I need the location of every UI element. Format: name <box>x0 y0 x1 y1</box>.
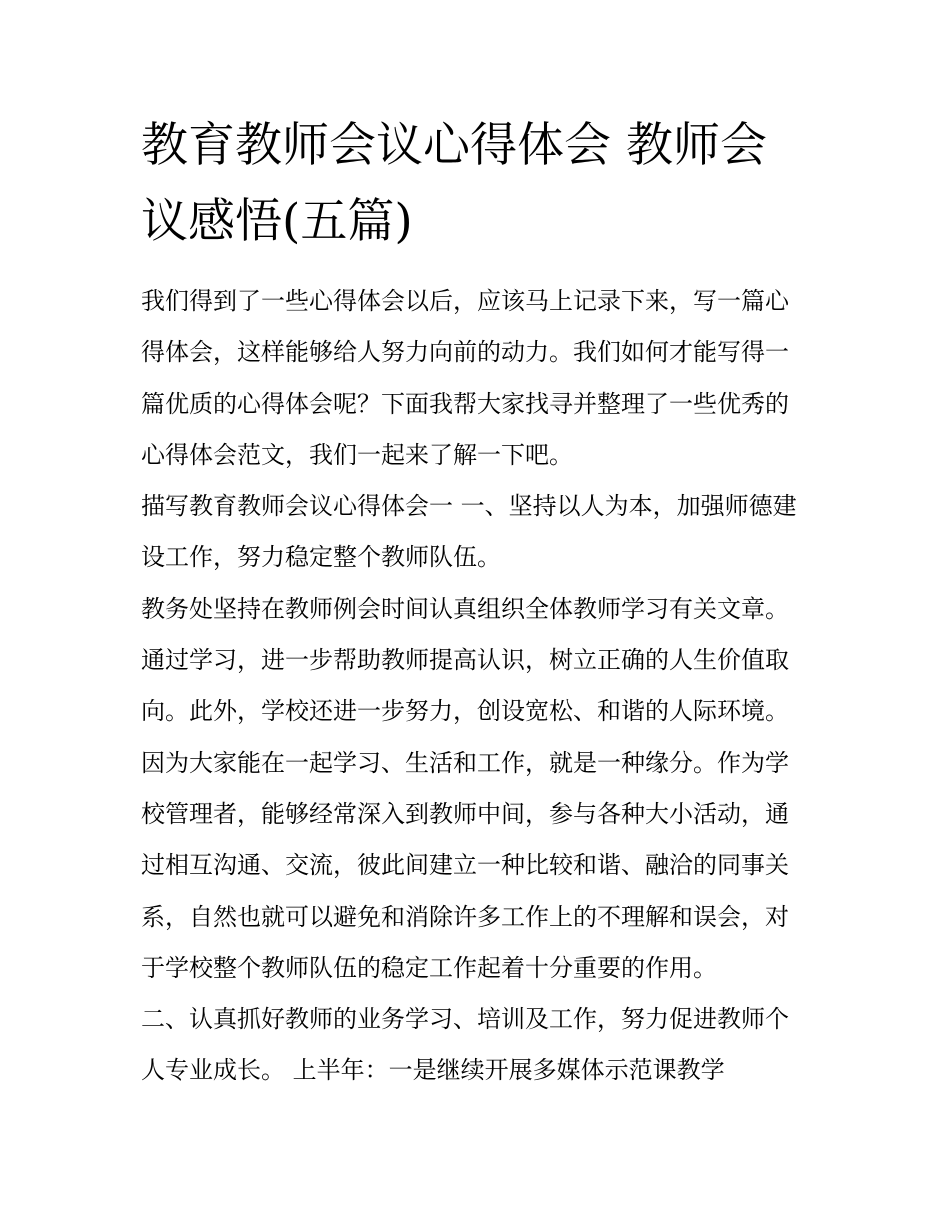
document-title: 教育教师会议心得体会 教师会议感悟(五篇) <box>141 118 767 249</box>
section-two-paragraph: 二、认真抓好教师的业务学习、培训及工作，努力促进教师个人专业成长。 上半年：一是继续开展多媒体示范课教学 <box>141 1005 789 1085</box>
section-one-body-paragraph: 教务处坚持在教师例会时间认真组织全体教师学习有关文章。通过学习，进一步帮助教师提高认识，树立正确的人生价值取向。此外，学校还进一步努力，创设宽松、和谐的人际环境。因为大家能在一起学习、生活和工作，就是一种缘分。作为学校管理者，能够经常深入到教师中间，参与各种大小活动，通过相互沟通、交流，彼此间建立一种比较和谐、融洽的同事关系，自然也就可以避免和消除许多工作上的不理解和误会，对于学校整个教师队伍的稳定工作起着十分重要的作用。 <box>141 594 789 982</box>
intro-paragraph: 我们得到了一些心得体会以后，应该马上记录下来，写一篇心得体会，这样能够给人努力向前的动力。我们如何才能写得一篇优质的心得体会呢？下面我帮大家找寻并整理了一些优秀的心得体会范文，我们一起来了解一下吧。 <box>141 287 789 469</box>
document-body <box>141 276 811 1097</box>
section-one-heading-paragraph: 描写教育教师会议心得体会一 一、坚持以人为本，加强师德建设工作，努力稳定整个教师队伍。 <box>141 492 797 572</box>
